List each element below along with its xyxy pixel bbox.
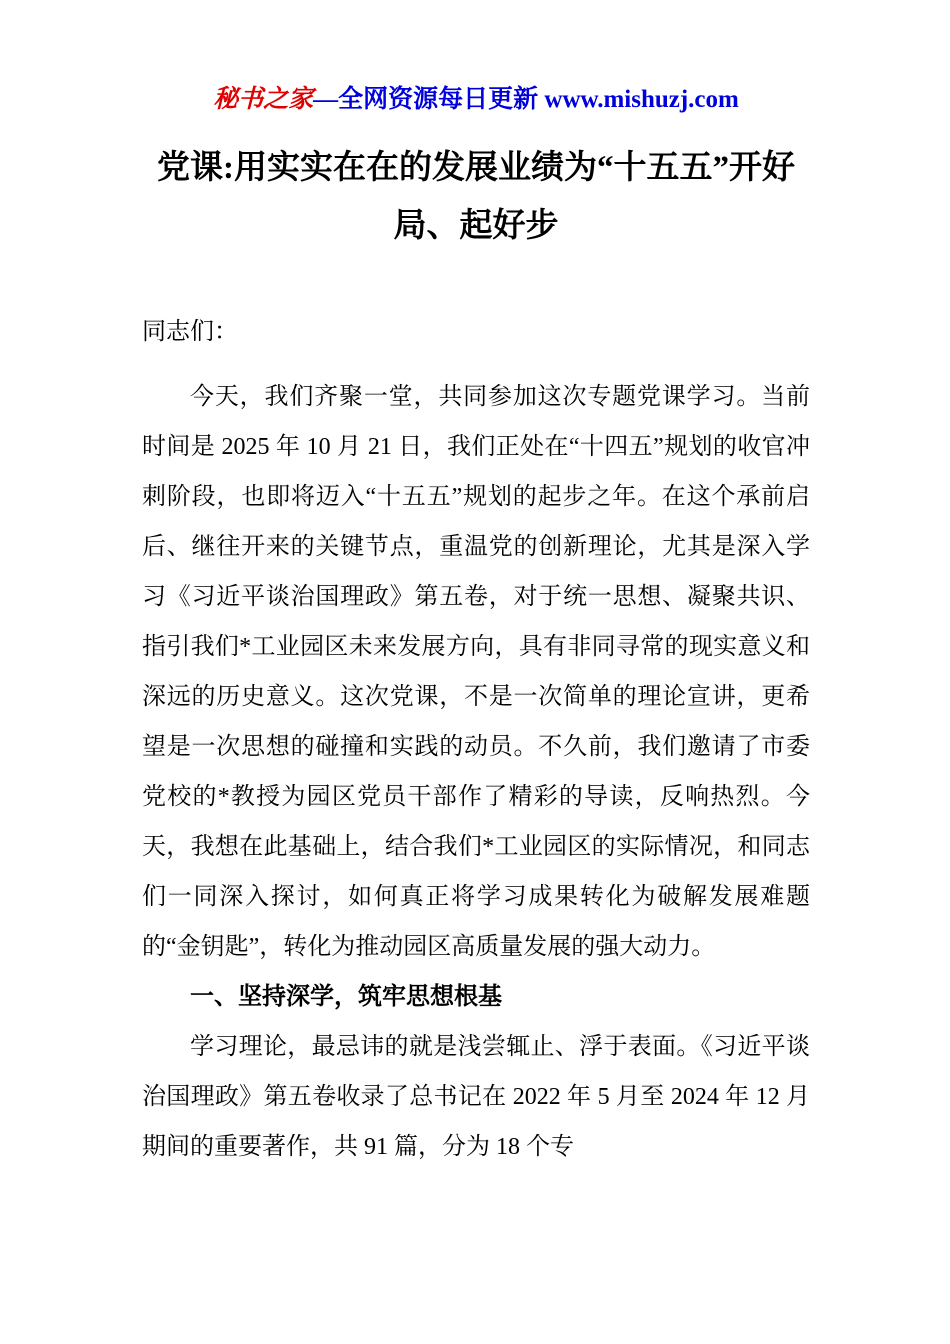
site-header bbox=[142, 85, 810, 115]
site-url: www.mishuzj.com bbox=[544, 86, 739, 113]
paragraph-body-1: 今天，我们齐聚一堂，共同参加这次专题党课学习。当前时间是 2025 年 10 月 21 日，我们正处在“十四五”规划的收官冲刺阶段，也即将迈入“十五五”规划的起步之年。在这个承前启后、继往开来的关键节点，重温党的创新理论，尤其是深入学习《习近平谈治国理政》第五卷，对于统一思想、凝聚共识、指引我们*工业园区未来发展方向，具有非同寻常的现实意义和深远的历史意义。这次党课，不是一次简单的理论宣讲，更希望是一次思想的碰撞和实践的动员。不久前，我们邀请了市委党校的*教授为园区党员干部作了精彩的导读，反响热烈。今天，我想在此基础上，结合我们*工业园区的实际情况，和同志们一同深入探讨，如何真正将学习成果转化为破解发展难题的“金钥匙”，转化为推动园区高质量发展的强大动力。 bbox=[142, 384, 810, 960]
paragraph-salutation: 同志们： bbox=[142, 319, 238, 345]
site-brand: 秘书之家 bbox=[213, 86, 314, 113]
section-heading: 一、坚持深学，筑牢思想根基 bbox=[190, 984, 502, 1010]
site-tagline: —全网资源每日更新 bbox=[313, 86, 545, 113]
document-title: 党课:用实实在在的发展业绩为“十五五”开好局、起好步 bbox=[157, 150, 795, 244]
paragraph-body-2: 学习理论，最忌讳的就是浅尝辄止、浮于表面。《习近平谈治国理政》第五卷收录了总书记在 2022 年 5 月至 2024 年 12 月期间的重要著作，共 91 篇，分为 18 个专 bbox=[142, 1034, 810, 1160]
